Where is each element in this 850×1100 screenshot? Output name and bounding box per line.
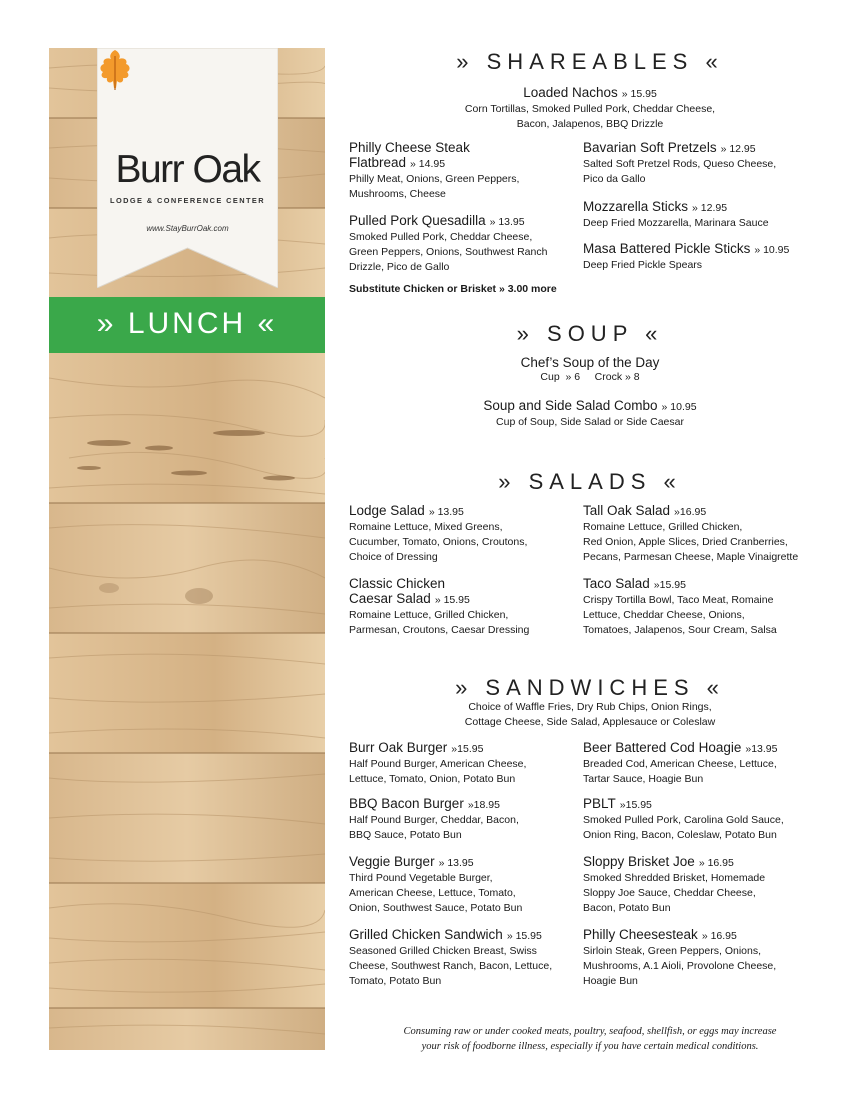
item-price: » 12.95 xyxy=(692,202,728,214)
item-desc: Half Pound Burger, Cheddar, Bacon, xyxy=(349,814,519,826)
item-price: »13.95 xyxy=(745,743,778,755)
item-desc: Romaine Lettuce, Grilled Chicken, xyxy=(349,609,509,621)
item-name: Tall Oak Salad xyxy=(583,503,671,518)
item-desc: Bacon, Jalapenos, BBQ Drizzle xyxy=(516,118,664,130)
item-name: Soup and Side Salad Combo xyxy=(483,398,658,413)
item-desc: Tomatoes, Jalapenos, Sour Cream, Salsa xyxy=(583,624,777,636)
item-name: BBQ Bacon Burger xyxy=(349,796,464,811)
item-price: » 16.95 xyxy=(698,857,734,869)
item-price: » 16.95 xyxy=(701,930,737,942)
food-safety-disclaimer xyxy=(330,1024,850,1054)
menu-item xyxy=(349,576,584,638)
item-name: Bavarian Soft Pretzels xyxy=(583,140,717,155)
item-desc: Drizzle, Pico de Gallo xyxy=(349,261,450,273)
item-desc: Romaine Lettuce, Mixed Greens, xyxy=(349,521,503,533)
item-name: Lodge Salad xyxy=(349,503,425,518)
menu-item xyxy=(583,199,818,231)
item-desc: Tomato, Potato Bun xyxy=(349,975,442,987)
item-name: Grilled Chicken Sandwich xyxy=(349,927,503,942)
item-desc: Mushrooms, A.1 Aioli, Provolone Cheese, xyxy=(583,960,777,972)
oak-leaf-icon xyxy=(97,48,133,92)
item-name: Philly Cheesesteak xyxy=(583,927,698,942)
lunch-label: » LUNCH « xyxy=(96,307,278,340)
item-desc: Deep Fried Pickle Spears xyxy=(583,259,703,271)
item-price: » 15.95 xyxy=(506,930,542,942)
menu-item xyxy=(349,740,584,787)
soup-item xyxy=(330,355,850,385)
item-price: »18.95 xyxy=(467,799,500,811)
item-price: » 13.95 xyxy=(489,216,525,228)
item-desc: Smoked Pulled Pork, Cheddar Cheese, xyxy=(349,231,533,243)
item-desc: Hoagie Bun xyxy=(583,975,638,987)
item-desc: Red Onion, Apple Slices, Dried Cranberries, xyxy=(583,536,788,548)
disclaimer-line: Consuming raw or under cooked meats, poultry, seafood, shellfish, or eggs may increase xyxy=(403,1026,777,1037)
item-desc: Pecans, Parmesan Cheese, Maple Vinaigrette xyxy=(583,551,799,563)
menu-item xyxy=(349,503,584,565)
sandwiches-intro xyxy=(330,700,850,730)
item-price: » 10.95 xyxy=(661,401,697,413)
item-name: Flatbread xyxy=(349,155,407,170)
menu-item xyxy=(583,740,843,787)
intro-line: Cottage Cheese, Side Salad, Applesauce or Coleslaw xyxy=(464,716,716,728)
item-name: Mozzarella Sticks xyxy=(583,199,689,214)
item-name: Masa Battered Pickle Sticks xyxy=(583,241,751,256)
item-name: PBLT xyxy=(583,796,616,811)
item-desc: Green Peppers, Onions, Southwest Ranch xyxy=(349,246,548,258)
item-price: »15.95 xyxy=(619,799,652,811)
item-price: » 15.95 xyxy=(621,88,657,100)
item-sizes: Cup » 6 Crock » 8 xyxy=(540,371,640,383)
item-desc: Seasoned Grilled Chicken Breast, Swiss xyxy=(349,945,537,957)
item-desc: Crispy Tortilla Bowl, Taco Meat, Romaine xyxy=(583,594,774,606)
menu-item xyxy=(583,140,818,187)
item-name: Loaded Nachos xyxy=(523,85,618,100)
menu-item xyxy=(349,213,584,275)
item-desc: Onion, Southwest Sauce, Potato Bun xyxy=(349,902,523,914)
item-price: » 15.95 xyxy=(434,594,470,606)
menu-item xyxy=(349,140,584,202)
item-desc: Smoked Shredded Brisket, Homemade xyxy=(583,872,766,884)
item-price: » 14.95 xyxy=(410,158,446,170)
item-desc: Mushrooms, Cheese xyxy=(349,188,446,200)
item-desc: Cheese, Southwest Ranch, Bacon, Lettuce, xyxy=(349,960,553,972)
item-desc: Half Pound Burger, American Cheese, xyxy=(349,758,527,770)
sandwiches-title: » SANDWICHES « xyxy=(455,675,725,700)
brand-url[interactable]: www.StayBurrOak.com xyxy=(146,224,229,233)
menu-item xyxy=(583,241,843,273)
item-name: Philly Cheese Steak xyxy=(349,140,470,155)
item-name: Taco Salad xyxy=(583,576,650,591)
item-name: Classic Chicken xyxy=(349,576,446,591)
item-name: Burr Oak Burger xyxy=(349,740,448,755)
soup-item xyxy=(330,398,850,430)
item-desc: Parmesan, Croutons, Caesar Dressing xyxy=(349,624,530,636)
item-desc: Third Pound Vegetable Burger, xyxy=(349,872,493,884)
item-desc: Onion Ring, Bacon, Coleslaw, Potato Bun xyxy=(583,829,777,841)
item-name: Chef’s Soup of the Day xyxy=(520,355,660,370)
item-desc: Smoked Pulled Pork, Carolina Gold Sauce, xyxy=(583,814,784,826)
item-name: Beer Battered Cod Hoagie xyxy=(583,740,742,755)
item-desc: Cup of Soup, Side Salad or Side Caesar xyxy=(496,416,684,428)
item-desc: Philly Meat, Onions, Green Peppers, xyxy=(349,173,520,185)
menu-item xyxy=(583,796,843,843)
menu-item xyxy=(583,576,843,638)
logo-banner xyxy=(97,48,278,288)
item-price: » 12.95 xyxy=(720,143,756,155)
menu-item xyxy=(349,796,584,843)
item-name: Sloppy Brisket Joe xyxy=(583,854,695,869)
featured-item xyxy=(330,85,850,132)
item-desc: Corn Tortillas, Smoked Pulled Pork, Cheddar Cheese, xyxy=(464,103,716,115)
item-desc: Bacon, Potato Bun xyxy=(583,902,671,914)
item-price: »15.95 xyxy=(653,579,686,591)
soup-title: » SOUP « xyxy=(516,321,664,346)
item-desc: Lettuce, Tomato, Onion, Potato Bun xyxy=(349,773,516,785)
brand-subtitle: LODGE & CONFERENCE CENTER xyxy=(110,196,265,205)
item-desc: Romaine Lettuce, Grilled Chicken, xyxy=(583,521,743,533)
item-desc: BBQ Sauce, Potato Bun xyxy=(349,829,462,841)
item-desc: Tartar Sauce, Hoagie Bun xyxy=(583,773,704,785)
item-desc: Breaded Cod, American Cheese, Lettuce, xyxy=(583,758,777,770)
brand-name: Burr Oak xyxy=(115,148,260,191)
item-desc: Sloppy Joe Sauce, Cheddar Cheese, xyxy=(583,887,756,899)
item-desc: Salted Soft Pretzel Rods, Queso Cheese, xyxy=(583,158,777,170)
item-price: » 13.95 xyxy=(428,506,464,518)
item-desc: Sirloin Steak, Green Peppers, Onions, xyxy=(583,945,762,957)
menu-item xyxy=(583,503,843,565)
item-name: Veggie Burger xyxy=(349,854,435,869)
item-desc: Choice of Dressing xyxy=(349,551,438,563)
disclaimer-line: your risk of foodborne illness, especially if you have certain medical conditions. xyxy=(421,1041,759,1052)
item-price: » 10.95 xyxy=(754,244,790,256)
item-desc: Cucumber, Tomato, Onions, Croutons, xyxy=(349,536,528,548)
item-price: »16.95 xyxy=(674,506,707,518)
lunch-banner xyxy=(49,297,325,353)
item-price: » 13.95 xyxy=(438,857,474,869)
menu-item xyxy=(583,854,843,916)
item-price: »15.95 xyxy=(451,743,484,755)
menu-item xyxy=(349,854,584,916)
shareables-title: » SHAREABLES « xyxy=(456,49,724,74)
menu-item xyxy=(583,927,843,989)
item-desc: Pico da Gallo xyxy=(583,173,646,185)
item-desc: Lettuce, Cheddar Cheese, Onions, xyxy=(583,609,745,621)
item-name: Pulled Pork Quesadilla xyxy=(349,213,486,228)
substitute-note: Substitute Chicken or Brisket » 3.00 more xyxy=(349,283,557,295)
item-name: Caesar Salad xyxy=(349,591,431,606)
intro-line: Choice of Waffle Fries, Dry Rub Chips, Onion Rings, xyxy=(468,701,712,713)
salads-title: » SALADS « xyxy=(498,469,682,494)
item-desc: Deep Fried Mozzarella, Marinara Sauce xyxy=(583,217,769,229)
item-desc: American Cheese, Lettuce, Tomato, xyxy=(349,887,516,899)
menu-item xyxy=(349,927,584,989)
